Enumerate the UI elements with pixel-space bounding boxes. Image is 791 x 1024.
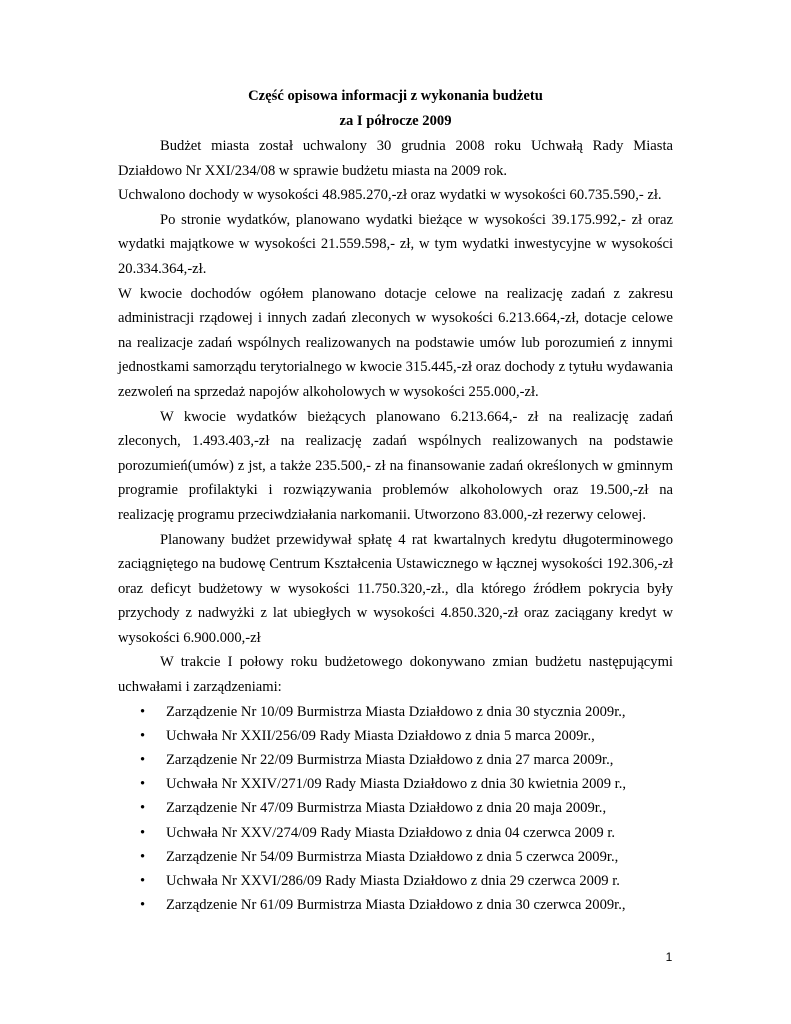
list-item: • Uchwała Nr XXIV/271/09 Rady Miasta Działdowo z dnia 30 kwietnia 2009 r.,	[118, 772, 673, 796]
paragraph-budget-changes: W trakcie I połowy roku budżetowego dokonywano zmian budżetu następującymi uchwałami i zarządzeniami:	[118, 654, 673, 696]
paragraph-income-grants: W kwocie dochodów ogółem planowano dotacje celowe na realizację zadań z zakresu administracji rządowej i innych zadań zleconych w wysokości 6.213.664,-zł, dotacje celowe na realizacje zadań wspólnych realizowanych na podstawie umów lub porozumień z innymi jednostkami samorządu terytorialnego w kwocie 315.445,-zł oraz dochody z tytułu wydawania zezwoleń na sprzedaż napojów alkoholowych w wysokości 255.000,-zł.	[118, 285, 673, 400]
list-item: • Zarządzenie Nr 47/09 Burmistrza Miasta Działdowo z dnia 20 maja 2009r.,	[118, 796, 673, 820]
paragraph-budget-adoption: Budżet miasta został uchwalony 30 grudnia 2008 roku Uchwałą Rady Miasta Działdowo Nr XXI/234/08 w sprawie budżetu miasta na 2009 rok.	[118, 138, 673, 179]
document-title: Część opisowa informacji z wykonania budżetu	[248, 88, 543, 104]
list-item: • Zarządzenie Nr 22/09 Burmistrza Miasta Działdowo z dnia 27 marca 2009r.,	[118, 748, 673, 772]
page-number: 1	[665, 950, 673, 964]
list-item: • Zarządzenie Nr 61/09 Burmistrza Miasta Działdowo z dnia 30 czerwca 2009r.,	[118, 893, 673, 917]
list-item: • Uchwała Nr XXVI/286/09 Rady Miasta Działdowo z dnia 29 czerwca 2009 r.	[118, 869, 673, 893]
list-item: • Zarządzenie Nr 54/09 Burmistrza Miasta Działdowo z dnia 5 czerwca 2009r.,	[118, 845, 673, 869]
document-body	[118, 134, 673, 917]
list-item: • Uchwała Nr XXII/256/09 Rady Miasta Działdowo z dnia 5 marca 2009r.,	[118, 724, 673, 748]
resolutions-list	[118, 700, 673, 918]
paragraph-current-expenses: W kwocie wydatków bieżących planowano 6.213.664,- zł na realizację zadań zleconych, 1.493.403,-zł na realizację zadań wspólnych realizowanych na podstawie porozumień(umów) z jst, a także 235.500,- zł na finansowanie zadań określonych w gminnym programie profilaktyki i rozwiązywania problemów alkoholowych oraz 19.500,-zł na realizację programu przeciwdziałania narkomanii. Utworzono 83.000,-zł rezerwy celowej.	[118, 408, 673, 523]
list-item: • Uchwała Nr XXV/274/09 Rady Miasta Działdowo z dnia 04 czerwca 2009 r.	[118, 821, 673, 845]
list-item: • Zarządzenie Nr 10/09 Burmistrza Miasta Działdowo z dnia 30 stycznia 2009r.,	[118, 700, 673, 724]
document-subtitle: za I półrocze 2009	[339, 113, 452, 129]
paragraph-loan-deficit: Planowany budżet przewidywał spłatę 4 rat kwartalnych kredytu długoterminowego zaciągniętego na budowę Centrum Kształcenia Ustawicznego w łącznej wysokości 192.306,-zł oraz deficyt budżetowy w wysokości 11.750.320,-zł., dla którego źródłem pokrycia były przychody z nadwyżki z lat ubiegłych w wysokości 4.850.320,-zł oraz zaciągany kredyt w wysokości 6.900.000,-zł	[118, 531, 673, 646]
paragraph-expenditure-breakdown: Po stronie wydatków, planowano wydatki bieżące w wysokości 39.175.992,- zł oraz wydatki majątkowe w wysokości 21.559.598,- zł, w tym wydatki inwestycyjne w wysokości 20.334.364,-zł.	[118, 211, 673, 277]
paragraph-income-expenses: Uchwalono dochody w wysokości 48.985.270,-zł oraz wydatki w wysokości 60.735.590,- zł.	[118, 187, 662, 204]
